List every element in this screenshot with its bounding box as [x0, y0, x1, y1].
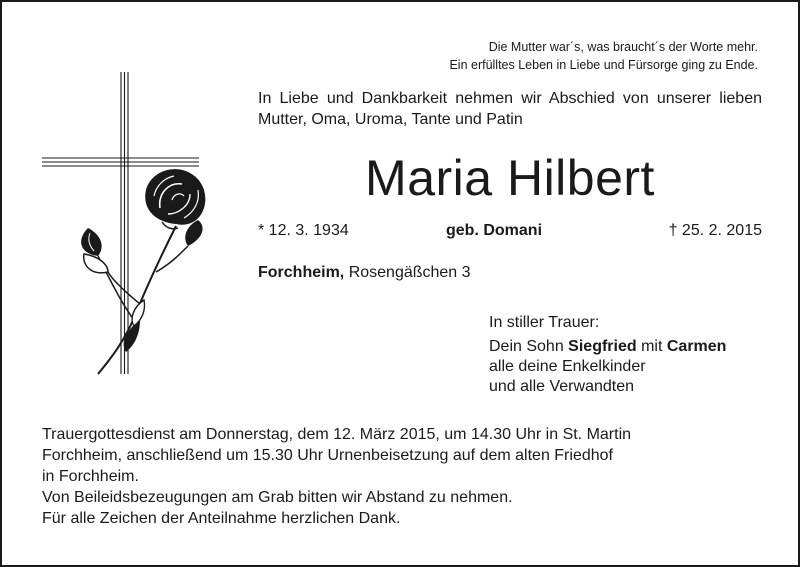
mourners-line-1	[489, 337, 726, 357]
residence	[258, 262, 471, 284]
rose-icon	[81, 169, 205, 374]
mourners-heading: In stiller Trauer:	[489, 314, 600, 331]
motto-line-2: Ein erfülltes Leben in Liebe und Fürsorge ging zu Ende.	[449, 58, 758, 72]
service-line-1: Trauergottesdienst am Donnerstag, dem 12. März 2015, um 14.30 Uhr in St. Martin	[42, 426, 632, 443]
son-prefix: Dein Sohn	[489, 338, 564, 355]
intro-text: In Liebe und Dankbarkeit nehmen wir Abschied von unserer lieben Mutter, Oma, Uroma, Tante und Patin	[258, 90, 762, 128]
motto-line-1: Die Mutter war´s, was braucht´s der Worte mehr.	[488, 40, 758, 54]
mourners-block	[489, 313, 726, 397]
cross-and-rose-artwork	[38, 68, 208, 380]
birth-date: * 12. 3. 1934	[258, 222, 349, 239]
death-date: † 25. 2. 2015	[668, 222, 762, 239]
deceased-name: Maria Hilbert	[365, 150, 655, 206]
service-line-4: Von Beileidsbezeugungen am Grab bitten wir Abstand zu nehmen.	[42, 489, 513, 506]
partner-name: Carmen	[666, 338, 727, 355]
service-details	[42, 424, 732, 529]
service-line-3: in Forchheim.	[42, 468, 139, 485]
service-line-2: Forchheim, anschließend um 15.30 Uhr Urnenbeisetzung auf dem alten Friedhof	[42, 447, 613, 464]
mourners-line-3: und alle Verwandten	[489, 378, 634, 395]
residence-street: Rosengäßchen 3	[348, 264, 471, 281]
son-name: Siegfried	[568, 338, 637, 355]
service-line-5: Für alle Zeichen der Anteilnahme herzlichen Dank.	[42, 510, 401, 527]
son-connector: mit	[641, 338, 663, 355]
life-dates	[258, 220, 762, 242]
mourners-line-2: alle deine Enkelkinder	[489, 358, 646, 375]
motto	[449, 38, 758, 74]
maiden-name: geb. Domani	[446, 222, 543, 239]
residence-town: Forchheim,	[258, 264, 345, 281]
